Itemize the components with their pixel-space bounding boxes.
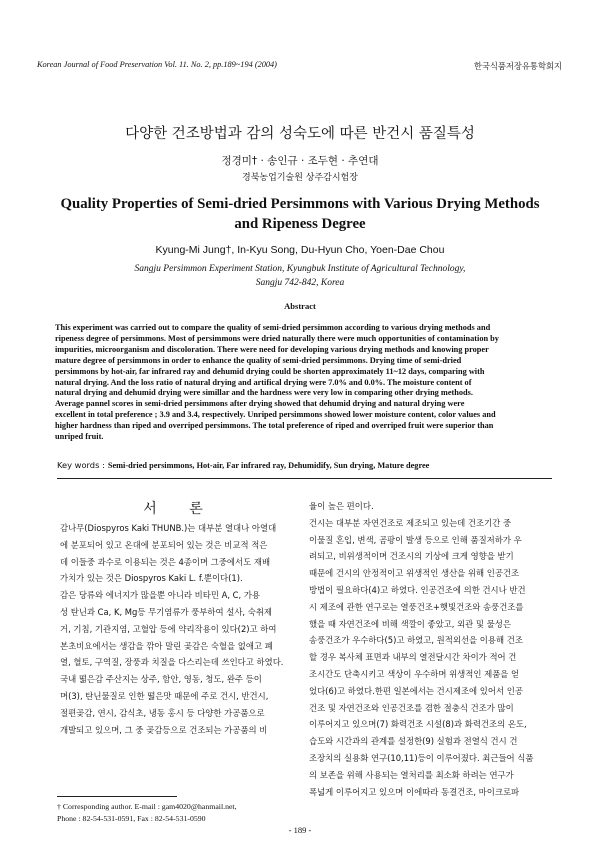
body-line: 감은 당류와 에너지가 많을뿐 아니라 비타민 A, C, 가용 xyxy=(60,590,261,601)
abstract-body xyxy=(55,323,548,443)
body-column-right xyxy=(309,498,552,800)
keywords-text: Semi-dried persimmons, Hot-air, Far infrared ray, Dehumidify, Sun drying, Mature degree xyxy=(107,461,430,470)
abstract-line: impurities, microorganism and discoloration. There were need for developing various drying methods and knowing proper xyxy=(55,344,489,354)
title-english: Quality Properties of Semi-dried Persimmons with Various Drying Methods and Ripeness Degree xyxy=(60,196,540,232)
body-line: 율이 높은 편이다. xyxy=(309,501,374,511)
body-line: 방법이 필요하다(4)고 하였다. 인공건조에 의한 건시나 반건 xyxy=(309,584,526,595)
authors-korean: 정경미† · 송인규 · 조두현 · 추연대 xyxy=(221,155,379,167)
abstract-line: ripeness degree of persimmons. Most of persimmons were dried naturally there were much opportunities of contamination by xyxy=(55,333,499,343)
body-line: 조장치의 실용화 연구(10,11)등이 이루어졌다. 최근들어 식품 xyxy=(309,752,534,763)
body-line: 감나무(Diospyros Kaki THUNB.)는 대부분 열대나 아열대 xyxy=(60,523,277,533)
body-line: 가치가 있는 것은 Diospyros Kaki L. f.뿐이다(1). xyxy=(60,573,243,584)
body-line: 조시간도 단축시키고 색상이 우수하며 위생적인 제품을 얻 xyxy=(309,668,520,679)
abstract-line: persimmons by hot-air, far infrared ray and dehumid drying could be shorten approximately 11~12 days, comparing with xyxy=(55,366,485,376)
body-line: 었다(6)고 하였다.한편 일본에서는 건시제조에 있어서 인공 xyxy=(309,685,523,696)
affiliation-english xyxy=(70,262,530,290)
footnote-divider xyxy=(57,796,177,797)
footnote xyxy=(57,801,297,825)
affiliation-line: Sangju Persimmon Experiment Station, Kyungbuk Institute of Agricultural Technology, xyxy=(134,264,466,274)
body-line: 습도와 시간과의 관계를 설정한(9) 실험과 전열식 건시 건 xyxy=(309,736,518,747)
title-korean: 다양한 건조방법과 감의 성숙도에 따른 반건시 품질특성 xyxy=(125,126,475,142)
body-line: 개발되고 있으며, 그 중 곶감등으로 건조되는 가공품의 비 xyxy=(60,724,268,735)
footnote-line: † Corresponding author. E-mail : gam4020@hanmail.net, xyxy=(57,802,237,811)
body-line: 본초비요에서는 생감을 깎아 말린 곶감은 숙혈을 없애고 폐 xyxy=(60,640,273,651)
abstract-line: higher hardness than riped and overriped persimmons. The total preference of riped and overriped fruit were superior than xyxy=(55,421,494,431)
page-number: - 189 - xyxy=(288,825,312,835)
body-line: 려되고, 비위생적이며 건조시의 기상에 크게 영향을 받기 xyxy=(309,551,514,562)
keywords xyxy=(57,460,429,470)
body-line: 때문에 건시의 안정적이고 위생적인 생산을 위해 인공건조 xyxy=(309,568,520,579)
journal-citation: Korean Journal of Food Preservation Vol. 11. No. 2, pp.189~194 (2004) xyxy=(37,60,277,69)
divider xyxy=(57,478,552,479)
body-line: 이물질 혼입, 변색, 곰팡이 발생 등으로 인해 품질저하가 우 xyxy=(309,534,522,545)
society-name: 한국식품저장유통학회지 xyxy=(473,61,562,71)
abstract-line: unriped fruit. xyxy=(55,432,104,442)
keywords-label: Key words : xyxy=(57,460,105,470)
abstract-line: natural drying. And the loss ratio of natural drying and artifical drying were 7.0% and 0.0%. The moisture content of xyxy=(55,377,472,387)
body-line: 성 탄닌과 Ca, K, Mg등 무기염류가 풍부하여 설사, 숙취제 xyxy=(60,606,273,617)
abstract-line: mature degree of persimmons in order to enhance the quality of semi-dried persimmons. Drying time of semi-dried xyxy=(55,355,462,365)
abstract-line: This experiment was carried out to compare the quality of semi-dried persimmon according to various drying methods and xyxy=(55,323,491,332)
body-line: 폭넓게 이루어지고 있으며 이에따라 동결건조, 마이크로파 xyxy=(309,786,520,797)
abstract-line: Average pannel scores in semi-dried persimmons after drying showed that dehumid drying and natural drying were xyxy=(55,399,465,409)
abstract-line: natural drying and dehumid drying were simillar and the hardness were very low in comparing other drying methods. xyxy=(55,388,473,398)
body-line: 건시는 대부분 자연건조로 제조되고 있는데 건조기간 중 xyxy=(309,517,512,528)
body-line: 데 이들중 과수로 이용되는 것은 4종이며 그중에서도 재배 xyxy=(60,556,271,567)
body-line: 건조 및 자연건조와 인공건조를 겸한 절충식 건조가 많이 xyxy=(309,702,514,713)
body-line: 송풍건조가 우수하다(5)고 하였고, 원적외선을 이용해 건조 xyxy=(309,635,523,646)
abstract-line: excellent in total preference ; 3.9 and 3.4, respectively. Unriped persimmons showed lower moisture content, color values and xyxy=(55,410,496,420)
body-line: 절편곶감, 연시, 감식초, 냉동 홍시 등 다양한 가공품으로 xyxy=(60,707,265,718)
body-line: 에 분포되어 있고 온대에 분포되어 있는 것은 비교적 적은 xyxy=(60,539,268,550)
body-line: 국내 떫은감 주산지는 상주, 함안, 영동, 청도, 완주 등이 xyxy=(60,674,262,685)
abstract-heading: Abstract xyxy=(284,301,316,311)
affiliation-korean: 경북농업기술원 상주감시험장 xyxy=(242,173,358,183)
body-line: 할 경우 복사체 표면과 내부의 열전달시간 차이가 적어 건 xyxy=(309,652,517,663)
affiliation-line: Sangju 742-842, Korea xyxy=(255,278,345,288)
body-line: 시 제조에 관한 연구로는 열풍건조+햇빛건조와 송풍건조를 xyxy=(309,601,524,612)
body-line: 이루어지고 있으며(7) 화력건조 시설(8)과 화력건조의 온도, xyxy=(309,719,527,730)
body-line: 했을 때 자연건조에 비해 색깔이 좋았고, 외관 및 물성은 xyxy=(309,618,511,629)
footnote-line: Phone : 82-54-531-0591, Fax : 82-54-531-0590 xyxy=(57,814,206,823)
body-line: 의 보존을 위해 사용되는 열처리를 최소화 하려는 연구가 xyxy=(309,769,514,780)
section-heading-introduction: 서 론 xyxy=(143,501,217,517)
body-column-left xyxy=(60,520,298,738)
body-line: 며(3), 탄닌물질로 인한 떫은맛 때문에 주로 건시, 반건시, xyxy=(60,690,269,701)
authors-english: Kyung-Mi Jung†, In-Kyu Song, Du-Hyun Cho, Yoen-Dae Chou xyxy=(155,244,445,256)
body-line: 거, 기침, 기관지염, 고혈압 등에 약리작용이 있다(2)고 하여 xyxy=(60,623,277,634)
body-line: 열, 혈토, 구역질, 장풍과 치질을 다스리는데 쓰인다고 하였다. xyxy=(60,657,284,668)
